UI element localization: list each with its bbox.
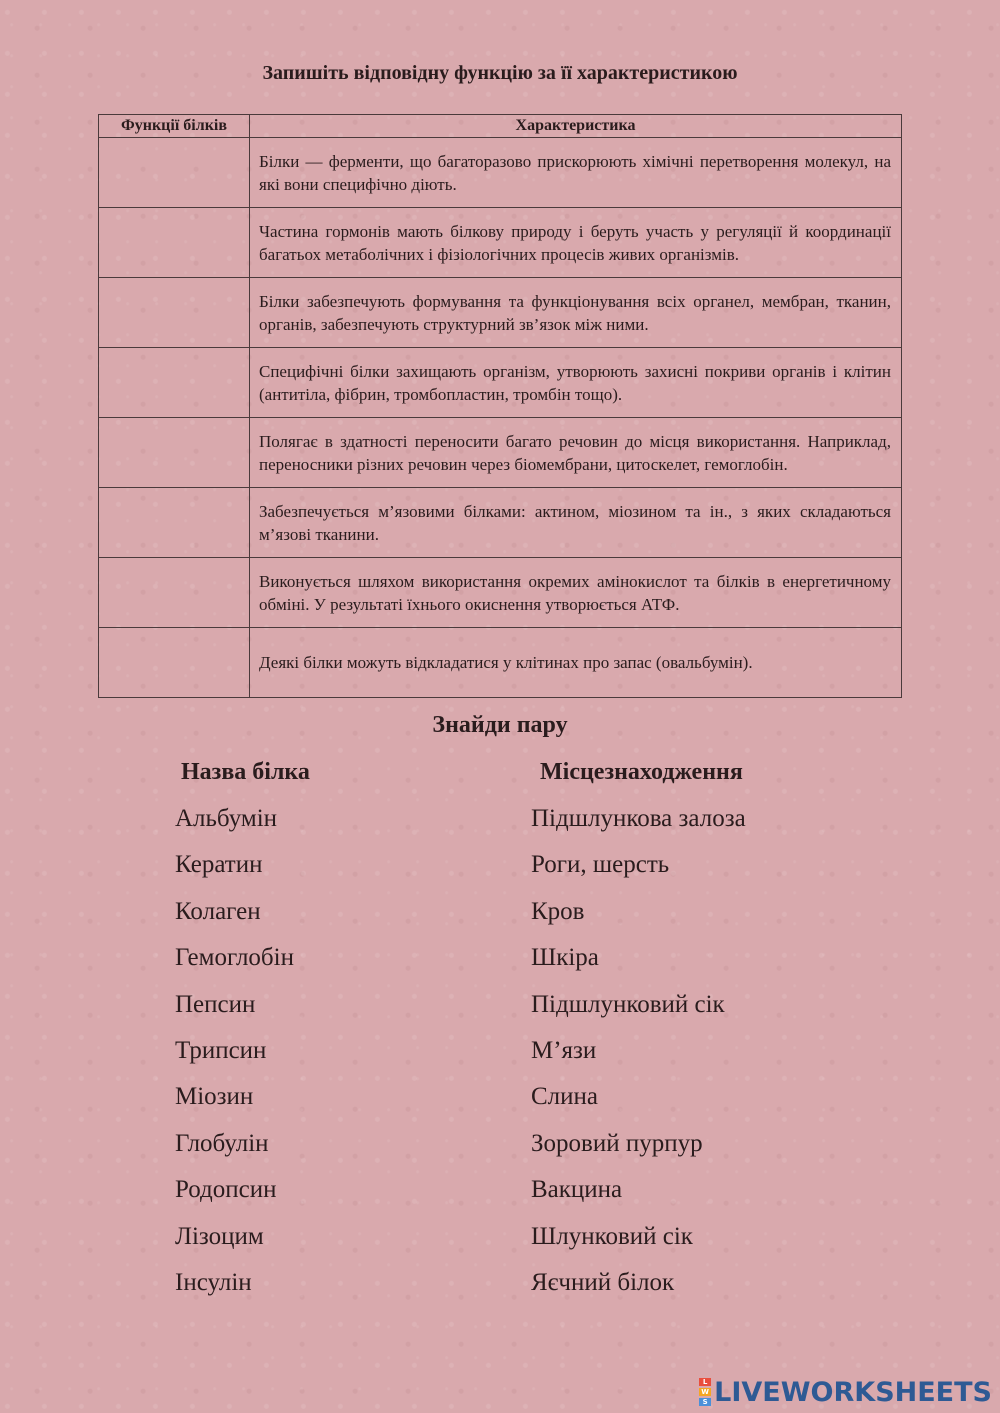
function-answer-field[interactable] [99,418,249,487]
function-answer-field[interactable] [99,628,249,697]
table-row [99,488,902,558]
table-row [99,558,902,628]
table-row [99,278,902,348]
protein-item[interactable]: Родопсин [175,1176,277,1204]
location-item[interactable]: Яєчний білок [531,1268,675,1296]
characteristic-cell: Частина гормонів мають білкову природу і беруть участь у регуляції й координації багатьох метаболічних і фізіологічних процесів живих організмів. [250,208,902,278]
function-answer-cell[interactable] [99,628,250,698]
function-answer-cell[interactable] [99,558,250,628]
function-answer-cell[interactable] [99,348,250,418]
characteristic-cell: Специфічні білки захищають організм, утворюють захисні покриви органів і клітин (антитіла, фібрин, тромбопластин, тромбін тощо). [250,348,902,418]
protein-item[interactable]: Пепсин [175,990,256,1018]
protein-item[interactable]: Гемоглобін [175,944,294,972]
logo-icon-letter: W [699,1388,711,1396]
table-row [99,208,902,278]
function-answer-field[interactable] [99,488,249,557]
function-answer-cell[interactable] [99,488,250,558]
functions-table [98,114,902,698]
function-answer-field[interactable] [99,138,249,207]
column-header-characteristic: Характеристика [250,115,902,138]
function-answer-field[interactable] [99,278,249,347]
protein-item[interactable]: Інсулін [175,1268,252,1296]
function-answer-field[interactable] [99,348,249,417]
logo-text: LIVEWORKSHEETS [714,1376,992,1408]
characteristic-cell: Деякі білки можуть відкладатися у клітинах про запас (овальбумін). [250,628,902,698]
logo-icon [699,1377,711,1407]
location-item[interactable]: Шлунковий сік [531,1222,693,1250]
characteristic-cell: Забезпечується м’язовими білками: актином, міозином та ін., з яких складаються м’язові тканини. [250,488,902,558]
location-item[interactable]: М’язи [531,1036,597,1064]
protein-item[interactable]: Міозин [175,1083,254,1111]
location-item[interactable]: Вакцина [531,1176,623,1204]
logo-icon-letter: S [699,1398,711,1406]
logo-icon-letter: L [699,1378,711,1386]
function-answer-cell[interactable] [99,278,250,348]
location-item[interactable]: Шкіра [531,944,599,972]
function-answer-cell[interactable] [99,138,250,208]
protein-item[interactable]: Альбумін [175,805,278,832]
location-item[interactable]: Роги, шерсть [531,851,670,879]
location-item[interactable]: Слина [531,1083,599,1111]
table-row [99,348,902,418]
characteristic-cell: Полягає в здатності переносити багато речовин до місця використання. Наприклад, переносники різних речовин через біомембрани, цитоскелет, гемоглобін. [250,418,902,488]
location-header: Місцезнаходження [540,759,743,785]
table-row [99,418,902,488]
protein-list [175,796,294,1306]
protein-item[interactable]: Трипсин [175,1036,267,1064]
location-list [531,796,746,1306]
table-header-row [99,115,902,138]
protein-item[interactable]: Лізоцим [175,1222,264,1250]
function-answer-field[interactable] [99,208,249,277]
protein-item[interactable]: Глобулін [175,1129,269,1157]
worksheet-title: Запишіть відповідну функцію за її характеристикою [262,62,738,84]
table-row [99,628,902,698]
location-item[interactable]: Зоровий пурпур [531,1129,703,1157]
characteristic-cell: Виконується шляхом використання окремих амінокислот та білків в енергетичному обміні. У результаті їхнього окиснення утворюється АТФ. [250,558,902,628]
characteristic-cell: Білки — ферменти, що багаторазово прискорюють хімічні перетворення молекул, на які вони специфічно діють. [250,138,902,208]
function-answer-cell[interactable] [99,418,250,488]
location-item[interactable]: Підшлункова залоза [531,805,746,832]
location-item[interactable]: Підшлунковий сік [531,990,725,1018]
function-answer-cell[interactable] [99,208,250,278]
characteristic-cell: Білки забезпечують формування та функціонування всіх органел, мембран, тканин, органів, забезпечують структурний зв’язок між ними. [250,278,902,348]
match-section-title: Знайди пару [432,712,568,738]
protein-item[interactable]: Колаген [175,897,261,925]
protein-name-header: Назва білка [181,759,310,785]
table-row [99,138,902,208]
location-item[interactable]: Кров [531,897,585,925]
protein-item[interactable]: Кератин [175,851,263,879]
function-answer-field[interactable] [99,558,249,627]
liveworksheets-logo [699,1375,992,1409]
column-header-function: Функції білків [99,115,250,138]
